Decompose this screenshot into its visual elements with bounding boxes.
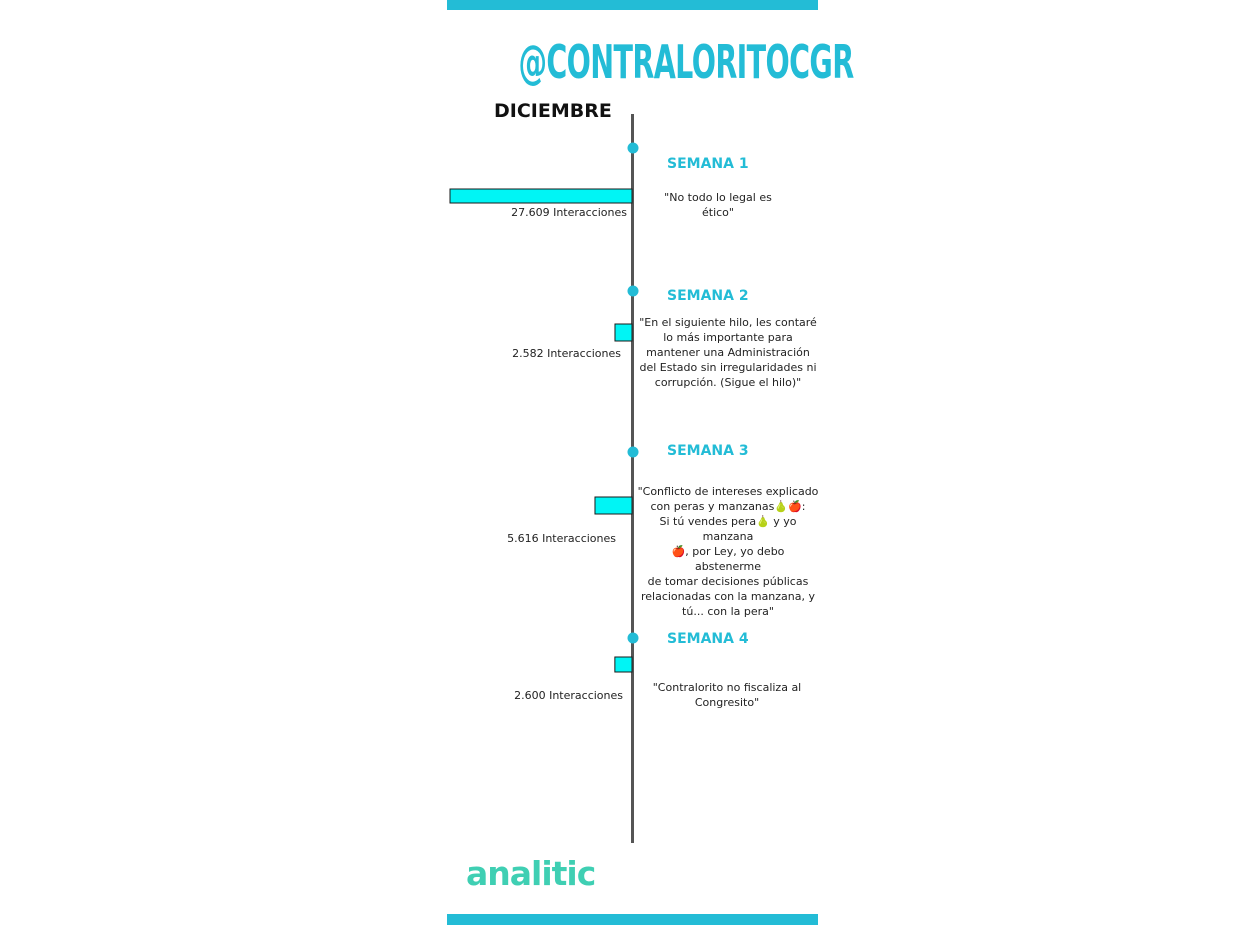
week-label-2: SEMANA 2	[667, 288, 749, 304]
bar-3	[595, 497, 632, 514]
quote-4: "Contralorito no fiscaliza al Congresito"	[652, 681, 802, 709]
infographic	[447, 0, 854, 925]
page-title: @CONTRALORITOCGR	[518, 35, 854, 89]
value-label-3: 5.616 Interacciones	[507, 532, 616, 545]
timeline-dot-1	[628, 143, 639, 154]
timeline-dot-3	[628, 447, 639, 458]
analitic-logo: analitic	[466, 854, 596, 893]
timeline-chart	[447, 0, 854, 925]
quote-2: "En el siguiente hilo, les contaré lo más importante para mantener una Administración del Estado sin irregularidades ni corrupción. (Sigue el hilo)"	[639, 316, 817, 389]
value-label-1: 27.609 Interacciones	[511, 206, 627, 219]
quote-3: "Conflicto de intereses explicado con peras y manzanas🍐🍎: Si tú vendes pera🍐 y yo manzana 🍎, por Ley, yo debo abstenerme de tomar decisiones públicas relacionadas con la manzana, y tú... con la pera"	[637, 485, 819, 618]
value-label-4: 2.600 Interacciones	[514, 689, 623, 702]
value-label-2: 2.582 Interacciones	[512, 347, 621, 360]
week-label-1: SEMANA 1	[667, 156, 749, 172]
bar-1	[450, 189, 632, 203]
bar-2	[615, 324, 632, 341]
timeline-dot-4	[628, 633, 639, 644]
week-label-4: SEMANA 4	[667, 631, 749, 647]
week-label-3: SEMANA 3	[667, 443, 749, 459]
bar-4	[615, 657, 632, 672]
quote-1: "No todo lo legal es ético"	[664, 191, 772, 219]
month-heading: DICIEMBRE	[494, 100, 612, 122]
timeline-dot-2	[628, 286, 639, 297]
bottom-accent-bar	[447, 914, 818, 925]
